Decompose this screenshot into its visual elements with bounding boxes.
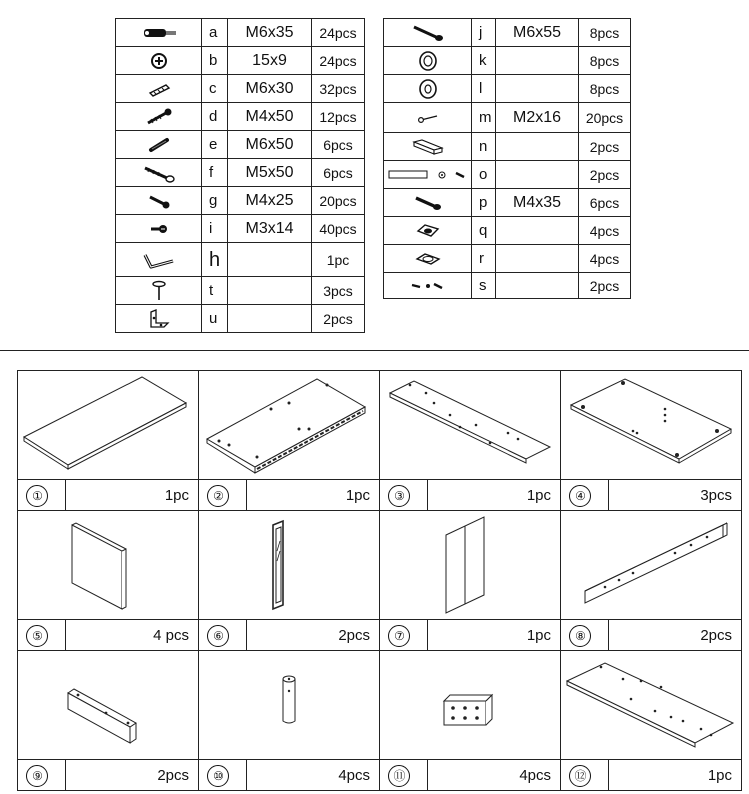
hardware-row (116, 277, 365, 305)
hardware-size (496, 75, 579, 103)
hardware-size: M6x55 (496, 19, 579, 47)
panel-label-row (18, 620, 742, 651)
hardware-row (116, 131, 365, 159)
shelf-panel-icon (561, 371, 742, 480)
rail-icon (561, 511, 742, 620)
hardware-qty: 32pcs (312, 75, 365, 103)
hardware-letter: a (202, 19, 228, 47)
section-divider (0, 350, 749, 351)
hardware-row (384, 161, 631, 189)
large-panel-icon (18, 371, 199, 480)
hardware-letter: e (202, 131, 228, 159)
hardware-size (496, 133, 579, 161)
hardware-qty: 24pcs (312, 47, 365, 75)
hardware-row (384, 103, 631, 133)
hardware-row (116, 19, 365, 47)
hardware-row (384, 189, 631, 217)
strip-kit-icon (384, 161, 472, 189)
hardware-letter: u (202, 305, 228, 333)
hardware-row (116, 215, 365, 243)
hardware-qty: 40pcs (312, 215, 365, 243)
panel-qty: 3pcs (609, 480, 742, 511)
hardware-size: M3x14 (228, 215, 312, 243)
panel-label-row (18, 480, 742, 511)
hardware-qty: 20pcs (579, 103, 631, 133)
hardware-size: M5x50 (228, 159, 312, 187)
panel-number: ⑫ (561, 760, 609, 791)
screw-icon (116, 187, 202, 215)
hardware-row (384, 19, 631, 47)
panel-qty: 4 pcs (66, 620, 199, 651)
short-rail-icon (18, 651, 199, 760)
hardware-size: M4x50 (228, 103, 312, 131)
washer-icon (384, 47, 472, 75)
hardware-qty: 8pcs (579, 19, 631, 47)
panel-qty: 1pc (66, 480, 199, 511)
nail-icon (116, 277, 202, 305)
hardware-qty: 3pcs (312, 277, 365, 305)
hardware-size: M2x16 (496, 103, 579, 133)
hardware-letter: t (202, 277, 228, 305)
bracket-icon (116, 305, 202, 333)
hardware-size (496, 47, 579, 75)
hinge-plate-icon (384, 217, 472, 245)
hardware-size (228, 277, 312, 305)
hardware-size: 15x9 (228, 47, 312, 75)
panel-label-row (18, 760, 742, 791)
panel-number: ③ (380, 480, 428, 511)
hardware-size: M4x25 (228, 187, 312, 215)
hardware-table-right (383, 18, 631, 299)
screw-icon (116, 159, 202, 187)
panel-grid (17, 370, 742, 791)
hardware-row (116, 103, 365, 131)
hardware-qty: 8pcs (579, 47, 631, 75)
panel-qty: 1pc (428, 480, 561, 511)
door-panel-icon (18, 511, 199, 620)
panel-number: ⑨ (18, 760, 66, 791)
hardware-letter: s (472, 273, 496, 299)
hardware-row (116, 47, 365, 75)
hardware-qty: 4pcs (579, 217, 631, 245)
panel-qty: 1pc (609, 760, 742, 791)
hardware-row (116, 187, 365, 215)
wood-block-icon (384, 133, 472, 161)
panel-qty: 1pc (247, 480, 380, 511)
hardware-row (384, 273, 631, 299)
hardware-size (496, 217, 579, 245)
panel-number: ⑦ (380, 620, 428, 651)
panel-qty: 1pc (428, 620, 561, 651)
panel-picture-row (18, 511, 742, 620)
screw-icon (384, 189, 472, 217)
hardware-letter: g (202, 187, 228, 215)
washer-icon (384, 75, 472, 103)
cam-bolt-icon (116, 19, 202, 47)
hardware-qty: 6pcs (579, 189, 631, 217)
panel-qty: 4pcs (247, 760, 380, 791)
hardware-row (384, 245, 631, 273)
hardware-size (228, 305, 312, 333)
hardware-row (116, 243, 365, 277)
hardware-qty: 2pcs (579, 161, 631, 189)
hardware-row (116, 305, 365, 333)
hardware-row (384, 75, 631, 103)
panel-number: ① (18, 480, 66, 511)
long-bolt-icon (384, 19, 472, 47)
hardware-qty: 20pcs (312, 187, 365, 215)
connector-block-icon (380, 651, 561, 760)
hardware-size: M6x50 (228, 131, 312, 159)
hardware-qty: 4pcs (579, 245, 631, 273)
mirror-door-icon (199, 511, 380, 620)
hardware-table-left (115, 18, 365, 333)
hardware-letter: d (202, 103, 228, 131)
hardware-letter: k (472, 47, 496, 75)
hardware-qty: 8pcs (579, 75, 631, 103)
panel-qty: 2pcs (247, 620, 380, 651)
panel-picture-row (18, 371, 742, 480)
back-panel-icon (380, 511, 561, 620)
hardware-row (116, 75, 365, 103)
hardware-size (496, 273, 579, 299)
panel-number: ⑪ (380, 760, 428, 791)
hardware-qty: 2pcs (579, 133, 631, 161)
screw-icon (116, 103, 202, 131)
cam-lock-icon (116, 47, 202, 75)
hardware-letter: h (202, 243, 228, 277)
panel-picture-row (18, 651, 742, 760)
allen-key-icon (116, 243, 202, 277)
hardware-letter: f (202, 159, 228, 187)
small-parts-icon (384, 273, 472, 299)
hardware-row (384, 217, 631, 245)
hardware-letter: i (202, 215, 228, 243)
hardware-qty: 2pcs (312, 305, 365, 333)
hardware-letter: c (202, 75, 228, 103)
hardware-row (384, 47, 631, 75)
panel-number: ⑧ (561, 620, 609, 651)
hardware-size: M6x35 (228, 19, 312, 47)
grooved-panel-icon (199, 371, 380, 480)
hardware-qty: 2pcs (579, 273, 631, 299)
hardware-qty: 6pcs (312, 131, 365, 159)
hardware-qty: 24pcs (312, 19, 365, 47)
dowel-icon (116, 131, 202, 159)
panel-number: ② (199, 480, 247, 511)
hardware-size: M6x30 (228, 75, 312, 103)
hardware-size (228, 243, 312, 277)
panel-number: ④ (561, 480, 609, 511)
hardware-letter: p (472, 189, 496, 217)
hardware-qty: 1pc (312, 243, 365, 277)
hardware-qty: 12pcs (312, 103, 365, 131)
panel-qty: 2pcs (609, 620, 742, 651)
panel-qty: 4pcs (428, 760, 561, 791)
hardware-size: M4x35 (496, 189, 579, 217)
hardware-letter: q (472, 217, 496, 245)
hinge-plate-icon (384, 245, 472, 273)
hardware-letter: l (472, 75, 496, 103)
drilled-board-icon (380, 371, 561, 480)
leg-icon (199, 651, 380, 760)
hardware-row (384, 133, 631, 161)
hardware-qty: 6pcs (312, 159, 365, 187)
hardware-size (496, 245, 579, 273)
hardware-letter: r (472, 245, 496, 273)
small-screw-icon (116, 215, 202, 243)
hardware-row (116, 159, 365, 187)
hardware-letter: m (472, 103, 496, 133)
hardware-size (496, 161, 579, 189)
wall-anchor-icon (116, 75, 202, 103)
panel-number: ⑥ (199, 620, 247, 651)
hardware-letter: n (472, 133, 496, 161)
panel-number: ⑤ (18, 620, 66, 651)
panel-qty: 2pcs (66, 760, 199, 791)
long-board-icon (561, 651, 742, 760)
pin-icon (384, 103, 472, 133)
hardware-letter: j (472, 19, 496, 47)
hardware-letter: o (472, 161, 496, 189)
hardware-letter: b (202, 47, 228, 75)
panel-number: ⑩ (199, 760, 247, 791)
